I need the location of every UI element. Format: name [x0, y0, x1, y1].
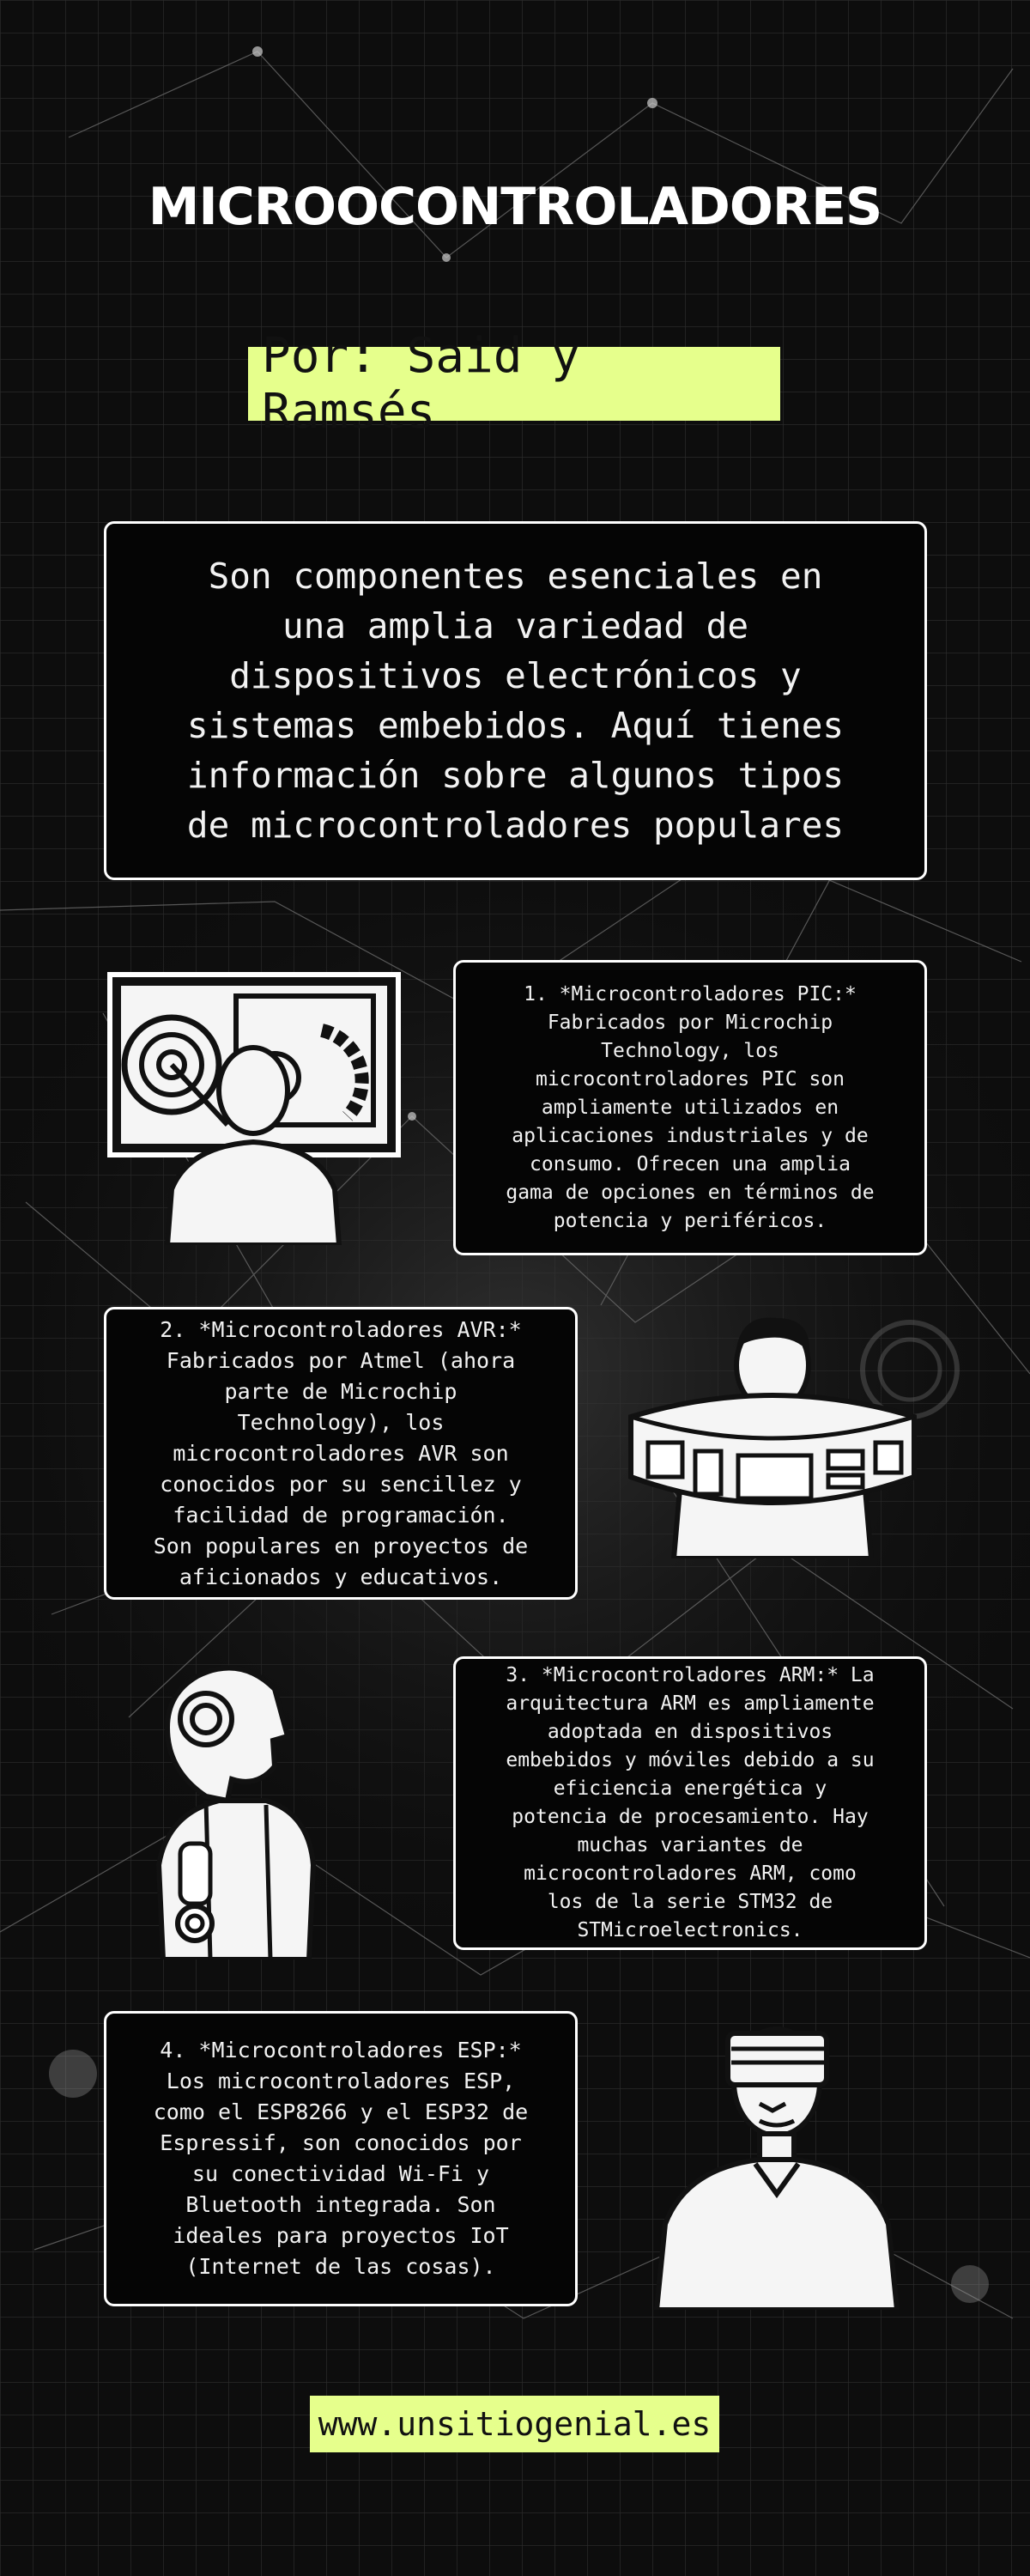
person-holographic-ring-icon: [622, 1314, 923, 1558]
author-byline: Por: Said y Ramsés: [248, 347, 780, 421]
section-card-avr: 2. *Microcontroladores AVR:* Fabricados por Atmel (ahora parte de Microchip Technology), los microcontroladores AVR son conocidos por su sencillez y facilidad de programación. Son populares en proyectos de aficionados y educativos.: [104, 1307, 578, 1600]
person-at-screen-icon: [107, 970, 403, 1245]
page-title: MICROOCONTROLADORES: [148, 177, 882, 237]
section-card-esp: 4. *Microcontroladores ESP:* Los microcontroladores ESP, como el ESP8266 y el ESP32 de Espressif, son conocidos por su conectividad Wi-Fi y Bluetooth integrada. Son ideales para proyectos IoT (Internet de las cosas).: [104, 2011, 578, 2306]
website-link[interactable]: www.unsitiogenial.es: [310, 2396, 719, 2452]
person-vr-headset-icon: [652, 2018, 901, 2310]
section-card-pic: 1. *Microcontroladores PIC:* Fabricados por Microchip Technology, los microcontroladores PIC son ampliamente utilizados en aplicaciones industriales y de consumo. Ofrecen una amplia gama de opciones en términos de potencia y periféricos.: [453, 960, 927, 1255]
intro-card: Son componentes esenciales en una amplia variedad de dispositivos electrónicos y sistemas embebidos. Aquí tienes información sobre algunos tipos de microcontroladores populares: [104, 521, 927, 880]
robot-android-icon: [146, 1659, 318, 1959]
section-card-arm: 3. *Microcontroladores ARM:* La arquitectura ARM es ampliamente adoptada en dispositivos embebidos y móviles debido a su eficiencia energética y potencia de procesamiento. Hay muchas variantes de microcontroladores ARM, como los de la serie STM32 de STMicroelectronics.: [453, 1656, 927, 1950]
